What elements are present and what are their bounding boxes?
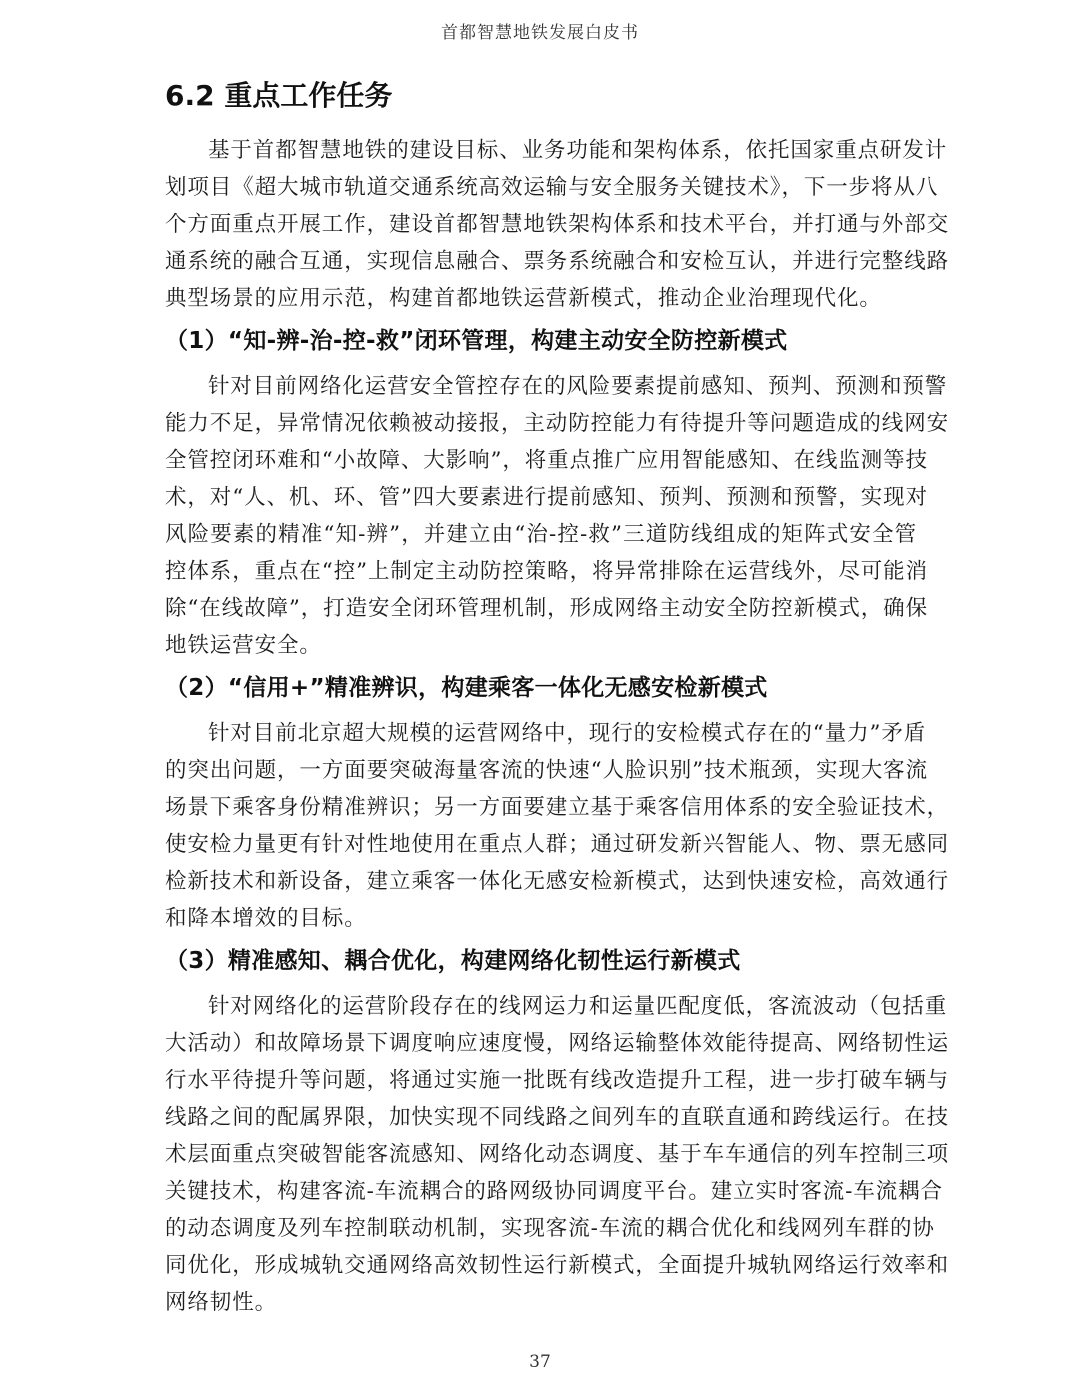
task-3-paragraph [165, 988, 950, 1321]
text-line: 个方面重点开展工作，建设首都智慧地铁架构体系和技术平台，并打通与外部交 [165, 212, 950, 237]
task-3-heading: （3）精准感知、耦合优化，构建网络化韧性运行新模式 [165, 948, 741, 974]
intro-paragraph [165, 132, 950, 317]
text-line: 线路之间的配属界限，加快实现不同线路之间列车的直联直通和跨线运行。在技 [165, 1105, 950, 1130]
text-line: 和降本增效的目标。 [165, 906, 367, 931]
text-line: 除“在线故障”，打造安全闭环管理机制，形成网络主动安全防控新模式，确保 [165, 596, 928, 621]
text-line: 同优化，形成城轨交通网络高效韧性运行新模式，全面提升城轨网络运行效率和 [165, 1253, 950, 1278]
task-2-paragraph [165, 715, 950, 937]
text-line: 大活动）和故障场景下调度响应速度慢，网络运输整体效能待提高、网络韧性运 [165, 1031, 950, 1056]
text-line: 地铁运营安全。 [165, 633, 322, 658]
text-line: 检新技术和新设备，建立乘客一体化无感安检新模式，达到快速安检，高效通行 [165, 869, 950, 894]
text-line: 的动态调度及列车控制联动机制，实现客流-车流的耦合优化和线网列车群的协 [165, 1216, 935, 1241]
text-line: 针对目前北京超大规模的运营网络中，现行的安检模式存在的“量力”矛盾 [208, 721, 927, 746]
text-line: 划项目《超大城市轨道交通系统高效运输与安全服务关键技术》，下一步将从八 [165, 175, 939, 200]
text-line: 行水平待提升等问题，将通过实施一批既有线改造提升工程，进一步打破车辆与 [165, 1068, 950, 1093]
task-2-heading: （2）“信用+”精准辨识，构建乘客一体化无感安检新模式 [165, 675, 768, 701]
document-body [165, 132, 950, 1321]
text-line: 能力不足，异常情况依赖被动接报，主动防控能力有待提升等问题造成的线网安 [165, 411, 950, 436]
text-line: 的突出问题，一方面要突破海量客流的快速“人脸识别”技术瓶颈，实现大客流 [165, 758, 928, 783]
text-line: 风险要素的精准“知-辨”，并建立由“治-控-救”三道防线组成的矩阵式安全管 [165, 522, 917, 547]
section-title: 6.2 重点工作任务 [165, 79, 393, 112]
text-line: 针对网络化的运营阶段存在的线网运力和运量匹配度低，客流波动（包括重 [208, 994, 948, 1019]
text-line: 通系统的融合互通，实现信息融合、票务系统融合和安检互认，并进行完整线路 [165, 249, 950, 274]
text-line: 术，对“人、机、环、管”四大要素进行提前感知、预判、预测和预警，实现对 [165, 485, 928, 510]
page-number: 37 [529, 1352, 551, 1372]
running-header: 首都智慧地铁发展白皮书 [441, 23, 639, 43]
text-line: 基于首都智慧地铁的建设目标、业务功能和架构体系，依托国家重点研发计 [208, 138, 948, 163]
text-line: 术层面重点突破智能客流感知、网络化动态调度、基于车车通信的列车控制三项 [165, 1142, 950, 1167]
task-1-heading: （1）“知-辨-治-控-救”闭环管理，构建主动安全防控新模式 [165, 328, 788, 354]
text-line: 针对目前网络化运营安全管控存在的风险要素提前感知、预判、预测和预警 [208, 374, 948, 399]
text-line: 场景下乘客身份精准辨识；另一方面要建立基于乘客信用体系的安全验证技术， [165, 795, 950, 820]
text-line: 关键技术，构建客流-车流耦合的路网级协同调度平台。建立实时客流-车流耦合 [165, 1179, 943, 1204]
text-line: 全管控闭环难和“小故障、大影响”，将重点推广应用智能感知、在线监测等技 [165, 448, 928, 473]
text-line: 使安检力量更有针对性地使用在重点人群；通过研发新兴智能人、物、票无感同 [165, 832, 950, 857]
text-line: 网络韧性。 [165, 1290, 278, 1315]
task-1-paragraph [165, 368, 950, 664]
text-line: 控体系，重点在“控”上制定主动防控策略，将异常排除在运营线外，尽可能消 [165, 559, 928, 584]
text-line: 典型场景的应用示范，构建首都地铁运营新模式，推动企业治理现代化。 [165, 286, 882, 311]
